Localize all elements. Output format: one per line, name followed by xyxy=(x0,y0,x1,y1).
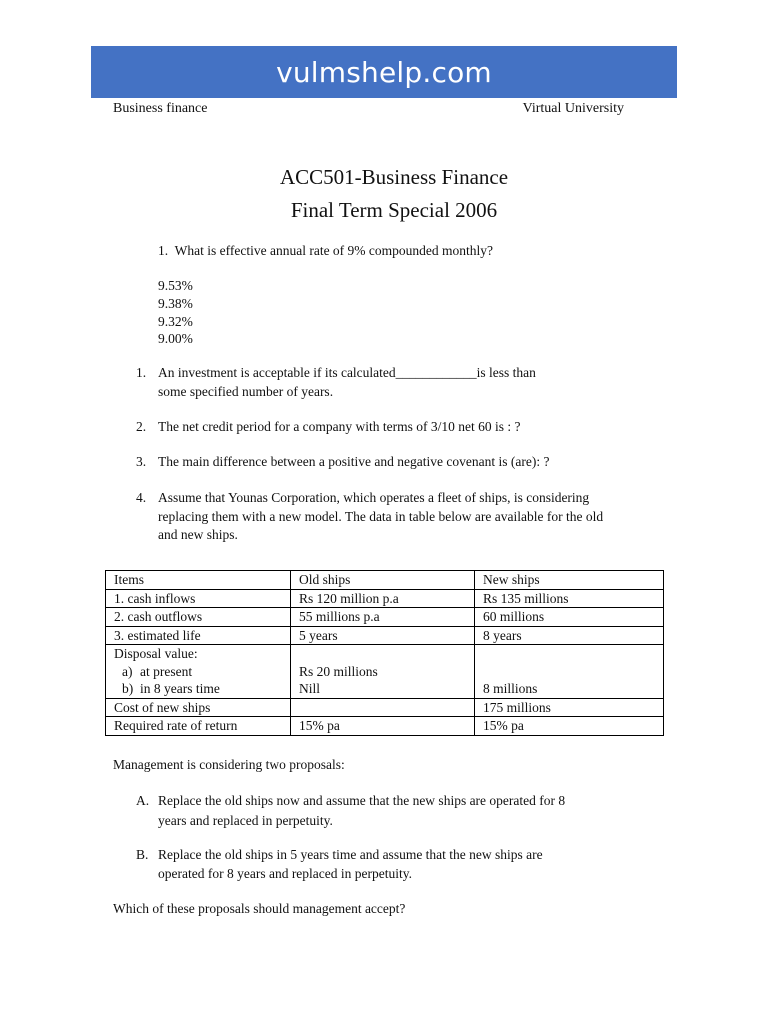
question-text: An investment is acceptable if its calculated____________is less than xyxy=(158,365,536,380)
mcq-question xyxy=(158,241,493,260)
proposal-label: B. xyxy=(136,847,149,862)
ships-data-table xyxy=(105,570,664,736)
question-text: replacing them with a new model. The data in table below are available for the old xyxy=(158,509,604,524)
table-cell: Rs 120 million p.a xyxy=(291,589,475,608)
disposal-label: Disposal value: xyxy=(114,646,198,661)
table-cell: Required rate of return xyxy=(106,717,291,736)
table-cell: 175 millions xyxy=(475,698,664,717)
mcq-option: 9.53% xyxy=(158,278,193,293)
question-number: 3. xyxy=(136,454,147,469)
proposal-text: Replace the old ships in 5 years time and assume that the new ships are xyxy=(158,847,543,862)
table-header-cell: Items xyxy=(106,571,291,590)
proposals-intro: Management is considering two proposals: xyxy=(113,757,345,772)
table-cell xyxy=(106,645,291,699)
table-cell xyxy=(291,645,475,699)
disposal-sub-b xyxy=(114,680,290,698)
sub-text: in 8 years time xyxy=(140,681,220,696)
mcq-option: 9.00% xyxy=(158,331,193,346)
question-number: 2. xyxy=(136,419,147,434)
table-row-disposal xyxy=(106,645,664,699)
document-title: ACC501-Business Finance xyxy=(279,165,509,189)
table-cell: 2. cash outflows xyxy=(106,608,291,627)
header-course: Business finance xyxy=(113,101,208,116)
disposal-old-a: Rs 20 millions xyxy=(299,663,378,679)
table-header-row xyxy=(106,571,664,590)
table-row xyxy=(106,626,664,645)
question-number: 1. xyxy=(136,365,147,380)
sub-label: a) xyxy=(122,663,133,679)
mcq-option: 9.32% xyxy=(158,314,193,329)
sub-label: b) xyxy=(122,681,134,696)
mcq-number: 1. xyxy=(158,243,169,258)
table-cell: 55 millions p.a xyxy=(291,608,475,627)
site-banner xyxy=(91,46,677,98)
table-row xyxy=(106,589,664,608)
table-cell: Cost of new ships xyxy=(106,698,291,717)
table-cell: 15% pa xyxy=(475,717,664,736)
table-cell: Rs 135 millions xyxy=(475,589,664,608)
question-text: some specified number of years. xyxy=(158,384,334,399)
document-subtitle: Final Term Special 2006 xyxy=(290,198,498,222)
table-cell xyxy=(291,698,475,717)
question-text: The main difference between a positive and negative covenant is (are): ? xyxy=(158,454,550,469)
question-text: and new ships. xyxy=(158,527,238,542)
table-cell: 1. cash inflows xyxy=(106,589,291,608)
question-number: 4. xyxy=(136,490,147,505)
proposal-label: A. xyxy=(136,793,150,808)
closing-question: Which of these proposals should management accept? xyxy=(113,901,406,916)
table-row xyxy=(106,608,664,627)
table-cell: 3. estimated life xyxy=(106,626,291,645)
table-cell: 5 years xyxy=(291,626,475,645)
proposal-text: years and replaced in perpetuity. xyxy=(158,813,333,828)
table-row xyxy=(106,698,664,717)
table-row xyxy=(106,717,664,736)
table-cell xyxy=(475,645,664,699)
question-text: The net credit period for a company with terms of 3/10 net 60 is : ? xyxy=(158,419,521,434)
mcq-text: What is effective annual rate of 9% compounded monthly? xyxy=(174,243,494,258)
header-university: Virtual University xyxy=(522,101,624,116)
site-name: vulmshelp.com xyxy=(276,55,492,89)
proposal-text: operated for 8 years and replaced in perpetuity. xyxy=(158,866,413,881)
table-cell: 15% pa xyxy=(291,717,475,736)
table-header-cell: New ships xyxy=(475,571,664,590)
table-cell: 60 millions xyxy=(475,608,664,627)
proposal-text: Replace the old ships now and assume that the new ships are operated for 8 xyxy=(158,793,566,808)
disposal-new-b: 8 millions xyxy=(483,681,538,696)
table-cell: 8 years xyxy=(475,626,664,645)
question-text: Assume that Younas Corporation, which operates a fleet of ships, is considering xyxy=(158,490,590,505)
disposal-old-b: Nill xyxy=(299,681,321,696)
table-header-cell: Old ships xyxy=(291,571,475,590)
sub-text: at present xyxy=(140,663,193,679)
disposal-sub-a xyxy=(114,663,290,681)
mcq-option: 9.38% xyxy=(158,296,193,311)
